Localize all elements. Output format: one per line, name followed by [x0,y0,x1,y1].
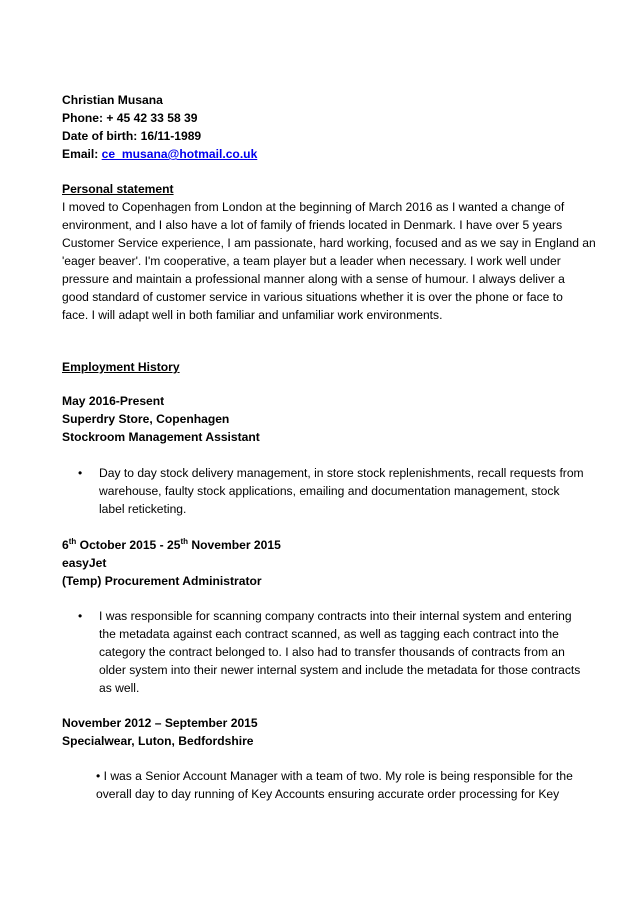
bullet-line: warehouse, faulty stock applications, emailing and documentation management, stock [99,484,560,498]
job-header [62,392,582,446]
statement-line: environment, and I also have a lot of family of friends located in Denmark. I have over 5 years [62,218,563,232]
phone-number: + 45 42 33 58 39 [106,111,198,125]
job-dates [62,536,582,554]
bullet-line: label reticketing. [99,502,187,516]
statement-line: face. I will adapt well in both familiar and unfamiliar work environments. [62,308,443,322]
job-description [96,767,596,803]
job-company: Specialwear, Luton, Bedfordshire [62,734,254,748]
job-dates: May 2016-Present [62,394,165,408]
description-line: • I was a Senior Account Manager with a team of two. My role is being responsible for the [96,769,573,783]
email-label: Email: [62,147,99,161]
job-header [62,536,582,590]
statement-line: pressure and maintain a professional manner along with a sense of humour. I always deliver a [62,272,565,286]
dob-value: 16/11-1989 [140,129,202,143]
job-company: Superdry Store, Copenhagen [62,412,230,426]
date-end-suffix: th [180,536,189,546]
employment-heading: Employment History [62,360,180,374]
email-line [62,145,582,163]
bullet-line: I was responsible for scanning company contracts into their internal system and entering [99,609,572,623]
bullet-dot-icon: • [78,609,83,623]
bullet-line: the metadata against each contract scanned, as well as tagging each contract into the [99,627,559,641]
bullet-text [99,607,589,697]
phone-line [62,109,582,127]
date-end-rest: November 2015 [188,538,281,552]
description-line: overall day to day running of Key Accounts ensuring accurate order processing for Key [96,787,560,801]
personal-statement [62,180,596,324]
statement-line: I moved to Copenhagen from London at the beginning of March 2016 as I wanted a change of [62,200,565,214]
job-title: Stockroom Management Assistant [62,430,260,444]
bullet-dot-icon: • [78,466,83,480]
bullet-text [99,464,589,518]
statement-heading: Personal statement [62,182,174,196]
bullet-line: category the contract belonged to. I also had to transfer thousands of contracts from an [99,645,565,659]
bullet-line: older system into their newer internal system and include the metadata for those contracts [99,663,581,677]
candidate-name: Christian Musana [62,93,163,107]
email-link[interactable]: ce_musana@hotmail.co.uk [101,147,258,161]
job-header [62,714,582,750]
bullet-line: Day to day stock delivery management, in store stock replenishments, recall requests from [99,466,584,480]
job-company: easyJet [62,556,107,570]
contact-block [62,91,582,163]
date-start-rest: October 2015 - 25 [76,538,181,552]
phone-label: Phone: [62,111,103,125]
statement-line: good standard of customer service in various situations whether it is over the phone or face to [62,290,563,304]
statement-line: 'eager beaver'. I'm cooperative, a team player but a leader when necessary. I work well under [62,254,561,268]
dob-label: Date of birth: [62,129,138,143]
dob-line [62,127,582,145]
date-start-day: 6 [62,538,69,552]
job-title: (Temp) Procurement Administrator [62,574,262,588]
job-dates: November 2012 – September 2015 [62,716,258,730]
bullet-line: as well. [99,681,140,695]
statement-line: Customer Service experience, I am passionate, hard working, focused and as we say in England an [62,236,596,250]
date-start-suffix: th [68,536,77,546]
